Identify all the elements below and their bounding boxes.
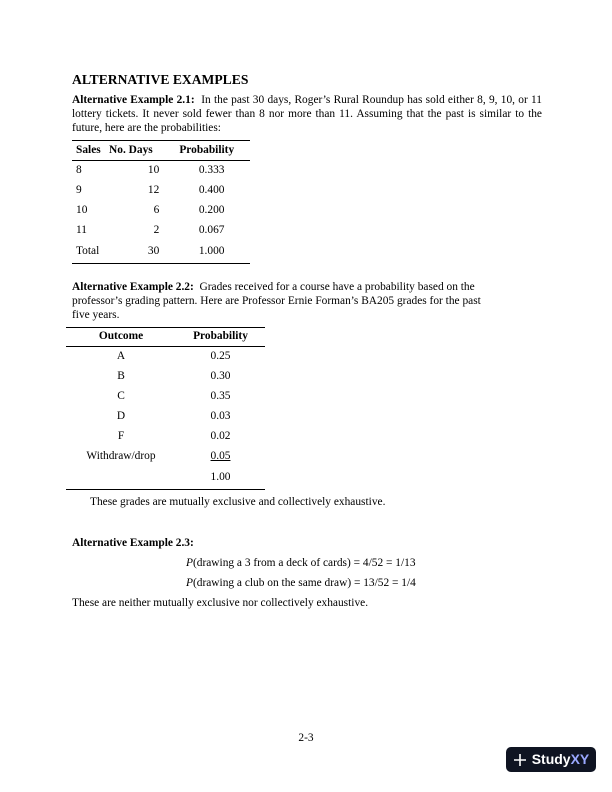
exclusivity-note: These grades are mutually exclusive and collectively exhaustive. — [90, 496, 386, 508]
header-outcome: Outcome — [66, 328, 176, 347]
example-2-2-paragraph — [72, 281, 492, 323]
conclusion-text: These are neither mutually exclusive nor collectively exhaustive. — [72, 597, 369, 609]
table-row — [66, 387, 265, 407]
cell-probability: 0.35 — [210, 390, 231, 403]
section-title: ALTERNATIVE EXAMPLES — [72, 72, 249, 87]
cell-probability: 0.400 — [198, 184, 225, 197]
cell-days: 10 — [147, 164, 160, 177]
cell-total-days: 30 — [109, 241, 179, 264]
table-header-row — [72, 141, 250, 161]
cell-outcome: Withdraw/drop — [86, 450, 156, 463]
equation-draw-three — [186, 557, 416, 571]
cell-probability: 0.30 — [210, 370, 231, 383]
cell-outcome: C — [117, 390, 125, 403]
cell-probability-underlined: 0.05 — [210, 450, 231, 463]
cell-days: 2 — [153, 224, 160, 237]
equation-draw-club — [186, 577, 416, 591]
cell-probability: 0.200 — [198, 204, 225, 217]
cell-probability: 0.333 — [198, 164, 225, 177]
cell-days: 12 — [147, 184, 160, 197]
equation-text: (drawing a 3 from a deck of cards) = 4/52 = 1/13 — [192, 557, 416, 569]
sales-probability-table — [72, 140, 250, 264]
badge-brand: StudyXY — [531, 750, 590, 767]
cell-sales: 10 — [76, 204, 88, 217]
example-2-1-paragraph — [72, 94, 542, 136]
header-probability: Probability — [179, 143, 235, 156]
cell-probability: 0.067 — [198, 224, 225, 237]
cell-outcome: F — [117, 430, 125, 443]
header-probability: Probability — [176, 328, 265, 347]
cell-total-probability: 1.000 — [179, 241, 250, 264]
table-row — [72, 221, 250, 241]
table-row — [66, 447, 265, 467]
cell-probability: 0.03 — [210, 410, 231, 423]
cell-total-label: Total — [72, 241, 109, 264]
equation-text: (drawing a club on the same draw) = 13/52 = 1/4 — [192, 577, 416, 589]
example-2-2-text: Grades received for a course have a probability based on the professor’s grading pattern. Here are Professor Ernie Forman’s BA205 grades for the past five years. — [72, 281, 481, 321]
table-row — [66, 347, 265, 368]
example-2-2-label: Alternative Example 2.2: — [72, 281, 194, 293]
cell-outcome — [66, 467, 176, 490]
cell-sales: 8 — [76, 164, 82, 177]
page-number: 2-3 — [298, 732, 314, 744]
cell-sales: 9 — [76, 184, 82, 197]
table-header-row — [66, 328, 265, 347]
cell-probability: 0.25 — [210, 350, 231, 363]
header-no-days: No. Days — [109, 143, 153, 156]
table-total-row — [66, 467, 265, 490]
cell-outcome: B — [117, 370, 125, 383]
header-sales: Sales — [76, 143, 101, 156]
studyxy-badge[interactable] — [506, 747, 596, 772]
probability-symbol: P — [186, 557, 193, 569]
table-row — [66, 427, 265, 447]
plus-icon — [513, 753, 527, 767]
grades-probability-table — [66, 327, 265, 490]
cell-days: 6 — [153, 204, 160, 217]
cell-outcome: A — [116, 350, 126, 363]
table-row — [66, 407, 265, 427]
cell-outcome: D — [116, 410, 126, 423]
example-2-1-label: Alternative Example 2.1: — [72, 94, 195, 106]
table-total-row — [72, 241, 250, 264]
table-row — [72, 161, 250, 182]
example-2-1-text: In the past 30 days, Roger’s Rural Roundup has sold either 8, 9, 10, or 11 lottery tickets. It never sold fewer than 8 nor more than 11. Assuming that the past is similar to the future, here are the probabilities: — [72, 94, 543, 134]
table-row — [72, 181, 250, 201]
cell-total-probability: 1.00 — [176, 467, 265, 490]
example-2-3-label: Alternative Example 2.3: — [72, 537, 194, 549]
table-row — [66, 367, 265, 387]
table-row — [72, 201, 250, 221]
probability-symbol: P — [186, 577, 193, 589]
cell-sales: 11 — [76, 224, 87, 237]
cell-probability: 0.02 — [210, 430, 231, 443]
